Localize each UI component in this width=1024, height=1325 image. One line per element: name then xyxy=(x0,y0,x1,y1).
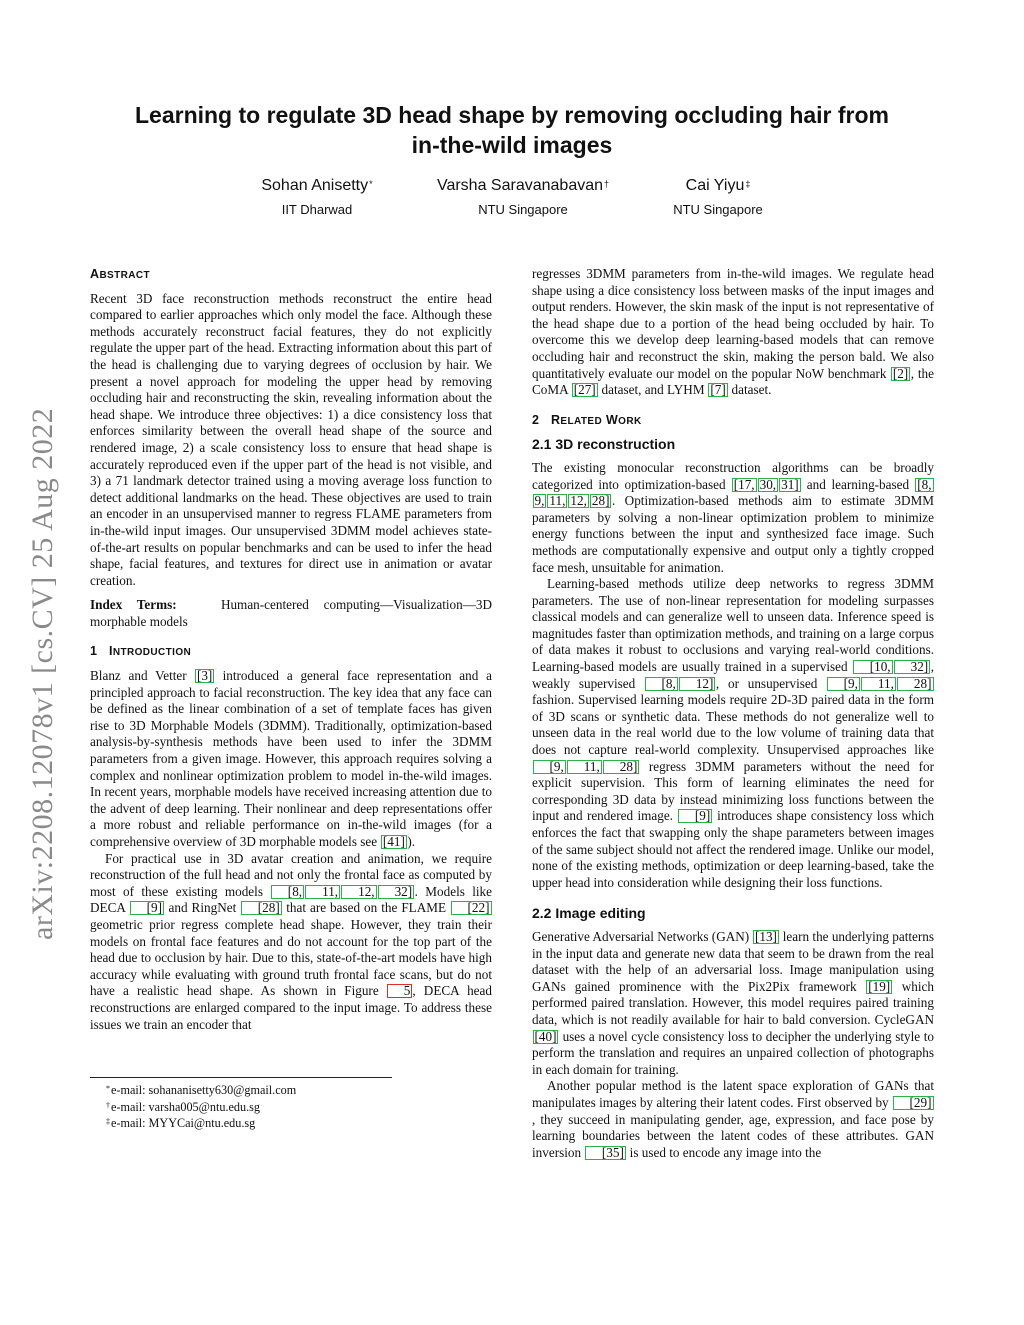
author-name: Varsha Saravanabavan† xyxy=(436,177,610,194)
index-terms-label: Index Terms: xyxy=(90,597,177,613)
citation-link[interactable]: 28] xyxy=(591,493,610,509)
related-paragraph-4: Another popular method is the latent space exploration of GANs that manipulates images by altering their latent codes. First observed by [29], they succeed in manipulating gender, age, expression, and face pose by learning boundaries between the latent codes of these attributes. GAN inversion [35] is used to encode any image into the xyxy=(532,1078,934,1160)
paper-title xyxy=(100,100,924,160)
related-work-heading: 2 RELATED WORK xyxy=(532,412,642,427)
left-column xyxy=(90,266,492,1033)
footnotes xyxy=(106,1082,486,1132)
citation-link[interactable]: [27] xyxy=(573,382,596,398)
introduction-heading: 1 INTRODUCTION xyxy=(90,644,192,659)
subsection-heading-3d-reconstruction: 2.1 3D reconstruction xyxy=(532,436,676,453)
citation-link[interactable]: [19] xyxy=(868,978,891,994)
intro-paragraph-2: For practical use in 3D avatar creation and animation, we require reconstruction of the full head and not only the frontal face as computed by most of these existing models [8, 11, 12, 32] . Models like DECA [9] and RingNet [28] that are based on the FLAME [22] geometric prior regress complete head shape. However, they train their models on frontal face features and do not account for the top part of the head due to occlusion by hair. Due to this, state-of-the-art models have high accuracy while evaluating with ground truth frontal face scans, but do not have a realistic head shape. As shown in Figure 5 , DECA head reconstructions are enlarged compared to the input image. To address these issues we train an encoder that xyxy=(90,850,492,1032)
citation-link[interactable]: 9, xyxy=(534,493,545,509)
author-affiliation: IIT Dharwad xyxy=(281,202,353,217)
citation-link[interactable]: [28] xyxy=(241,901,282,915)
abstract-text: Recent 3D face reconstruction methods reconstruct the entire head compared to earlier approaches which only model the face. Although these methods accurately reconstruct facial features, they do not explicitly regulate the upper part of the head. Extracting information about this part of the head is challenging due to varying degrees of occlusion by hair. We present a novel approach for modeling the upper head by removing occluding hair and reconstructing the skin, revealing information about the head shape. We introduce three objectives: 1) a dice consistency loss that enforces similarity between the overall head shape of the source and rendered image, 2) a scale consistency loss to ensure that head shape is accurately reproduced even if the upper part of the head is not visible, and 3) a 71 landmark detector trained using a moving average loss function to detect additional landmarks on the head. These objectives are used to train an encoder in an unsupervised manner to regress FLAME parameters from in-the-wild input images. Our unsupervised 3DMM model achieves state-of-the-art results on popular benchmarks and can be used to infer the head shape, facial features, and textures for direct use in animation or avatar creation. xyxy=(90,290,492,588)
citation-link[interactable]: 11, xyxy=(549,493,566,509)
citation-link[interactable]: [8, xyxy=(271,885,304,899)
index-terms-text: Human-centered computing—Visualization—3D morphable models xyxy=(90,597,493,629)
related-paragraph-2: Learning-based methods utilize deep networks to regress 3DMM parameters. The use of non-linear representation for modeling surpasses classical models and can generalize well to unseen data. Inference speed is magnitudes faster than optimization methods, and training on a large corpus of data makes it robust to occlusions and varying real-world conditions. Learning-based models are usually trained in a supervised [10, 32] , weakly supervised [8, 12] , or unsupervised [9, 11, 28] fashion. Supervised learning models require 2D-3D paired data in the form of 3D scans or synthetic data. These methods do not generalize well to unseen data in the real world due to the low volume of training data that does not capture real-world complexity. Unsupervised approaches like [9, 11, 28] regress 3DMM parameters without the need for explicit supervision. This form of learning eliminates the need for corresponding 3D data by instead minimizing loss functions between the input and rendered image. [9] introduces shape consistency loss which enforces the fact that swapping only the shape parameters between images of the same subject should not affect the rendered image. Unlike our model, none of the existing methods, optimization or deep learning-based, take the upper head into consideration while designing their loss functions. xyxy=(532,576,934,890)
author-block-3 xyxy=(598,176,838,219)
citation-link[interactable]: [9, xyxy=(827,677,860,691)
title-line-2: in-the-wild images xyxy=(411,132,613,158)
citation-link[interactable]: [17, xyxy=(733,476,755,492)
citation-link[interactable]: [8, xyxy=(645,677,678,691)
citation-link[interactable]: [29] xyxy=(893,1096,934,1110)
intro-paragraph-2-continued: regresses 3DMM parameters from in-the-wild images. We regulate head shape using a dice consistency loss between masks of the input images and output renders. However, the skin mask of the input is not representative of the head shape due to a portion of the head being occluded by hair. To overcome this we develop deep learning-based models that can remove occluding hair and reconstruct the skin, making the person bald. We also quantitatively evaluate our model on the popular NoW benchmark [2] , the CoMA [27] dataset, and LYHM [7] dataset. xyxy=(532,266,934,398)
author-mark: ‡ xyxy=(745,179,751,189)
citation-link[interactable]: 31] xyxy=(781,476,799,492)
figure-reference-link[interactable]: 5 xyxy=(387,984,413,998)
intro-paragraph-1: Blanz and Vetter [3] introduced a general face representation and a principled approach to facial reconstruction. The key idea that any face can be defined as the linear combination of a set of template faces has given rise to 3D Morphable Models (3DMM). Traditionally, optimization-based analysis-by-synthesis methods have been used to infer the 3DMM parameters from a given image. However, this approach requires solving a complex and nonlinear optimization problem to model in-the-wild images. In recent years, morphable models have received increasing attention due to the advent of deep learning. Their nonlinear and deep representations offer a more robust and reliable performance on in-the-wild images (for a comprehensive overview of 3D morphable models see [41] ). xyxy=(90,668,492,849)
author-name: Sohan Anisetty* xyxy=(261,177,373,194)
citation-link[interactable]: 28] xyxy=(897,677,934,691)
author-affiliation: NTU Singapore xyxy=(478,202,568,217)
citation-link[interactable]: [13] xyxy=(754,928,777,944)
citation-link[interactable]: [9] xyxy=(678,809,712,823)
title-line-1: Learning to regulate 3D head shape by removing occluding hair from xyxy=(134,102,890,128)
citation-link[interactable]: 28] xyxy=(603,760,640,774)
citation-link[interactable]: [35] xyxy=(585,1146,626,1160)
author-block-1 xyxy=(197,176,437,219)
right-column xyxy=(532,266,934,1161)
author-mark: * xyxy=(369,179,373,189)
footnote-divider xyxy=(90,1077,392,1078)
related-paragraph-1: The existing monocular reconstruction algorithms can be broadly categorized into optimization-based [17, 30, 31] and learning-based [8,9, 11, 12, 28] . Optimization-based methods aim to estimate 3DMM parameters by solving a non-linear optimization problem to minimize energy functions between the input and synthesized face image. Such methods are computationally expensive and output only a tightly cropped face mesh, unsuitable for animation. xyxy=(532,459,934,575)
arxiv-identifier: arXiv:2208.12078v1 [cs.CV] 25 Aug 2022 xyxy=(26,407,59,940)
citation-link[interactable]: [8, xyxy=(917,476,932,492)
citation-link[interactable]: [10, xyxy=(853,660,893,674)
index-terms xyxy=(90,597,492,630)
citation-link[interactable]: [2] xyxy=(892,365,909,381)
citation-link[interactable]: 11, xyxy=(567,760,602,774)
citation-link[interactable]: 32] xyxy=(378,885,415,899)
footnote-2: †e-mail: varsha005@ntu.edu.sg xyxy=(106,1099,260,1114)
citation-link[interactable]: 11, xyxy=(305,885,340,899)
author-name: Cai Yiyu‡ xyxy=(685,177,751,194)
citation-link[interactable]: 32] xyxy=(894,660,931,674)
subsection-heading-image-editing: 2.2 Image editing xyxy=(532,905,646,922)
author-mark: † xyxy=(604,179,610,189)
citation-link[interactable]: [41] xyxy=(382,834,405,849)
citation-link[interactable]: 30, xyxy=(759,476,777,492)
footnote-3: ‡e-mail: MYYCai@ntu.edu.sg xyxy=(106,1116,256,1130)
author-affiliation: NTU Singapore xyxy=(673,202,763,217)
citation-link[interactable]: 12, xyxy=(341,885,376,899)
citation-link[interactable]: [3] xyxy=(196,668,213,684)
footnote-1: *e-mail: sohananisetty630@gmail.com xyxy=(106,1083,297,1097)
citation-link[interactable]: [9, xyxy=(533,760,566,774)
citation-link[interactable]: [40] xyxy=(534,1028,557,1044)
abstract-heading: ABSTRACT xyxy=(90,267,151,281)
citation-link[interactable]: [9] xyxy=(130,901,164,915)
related-paragraph-3: Generative Adversarial Networks (GAN) [13] learn the underlying patterns in the input data and generate new data that seem to be drawn from the real dataset with the help of an adversarial loss. Image manipulation using GANs gained prominence with the Pix2Pix framework [19] which performed paired translation. However, this model requires paired training data, which is not readily available for hair to bald conversion. CycleGAN [40] uses a novel cycle consistency loss to decipher the underlying style to perform the translation and requires an unpaired collection of photographs in each domain for training. xyxy=(532,928,934,1077)
citation-link[interactable]: 11, xyxy=(861,677,896,691)
citation-link[interactable]: [7] xyxy=(710,382,726,398)
citation-link[interactable]: [22] xyxy=(451,901,492,915)
citation-link[interactable]: 12, xyxy=(570,493,587,509)
citation-link[interactable]: 12] xyxy=(679,677,716,691)
